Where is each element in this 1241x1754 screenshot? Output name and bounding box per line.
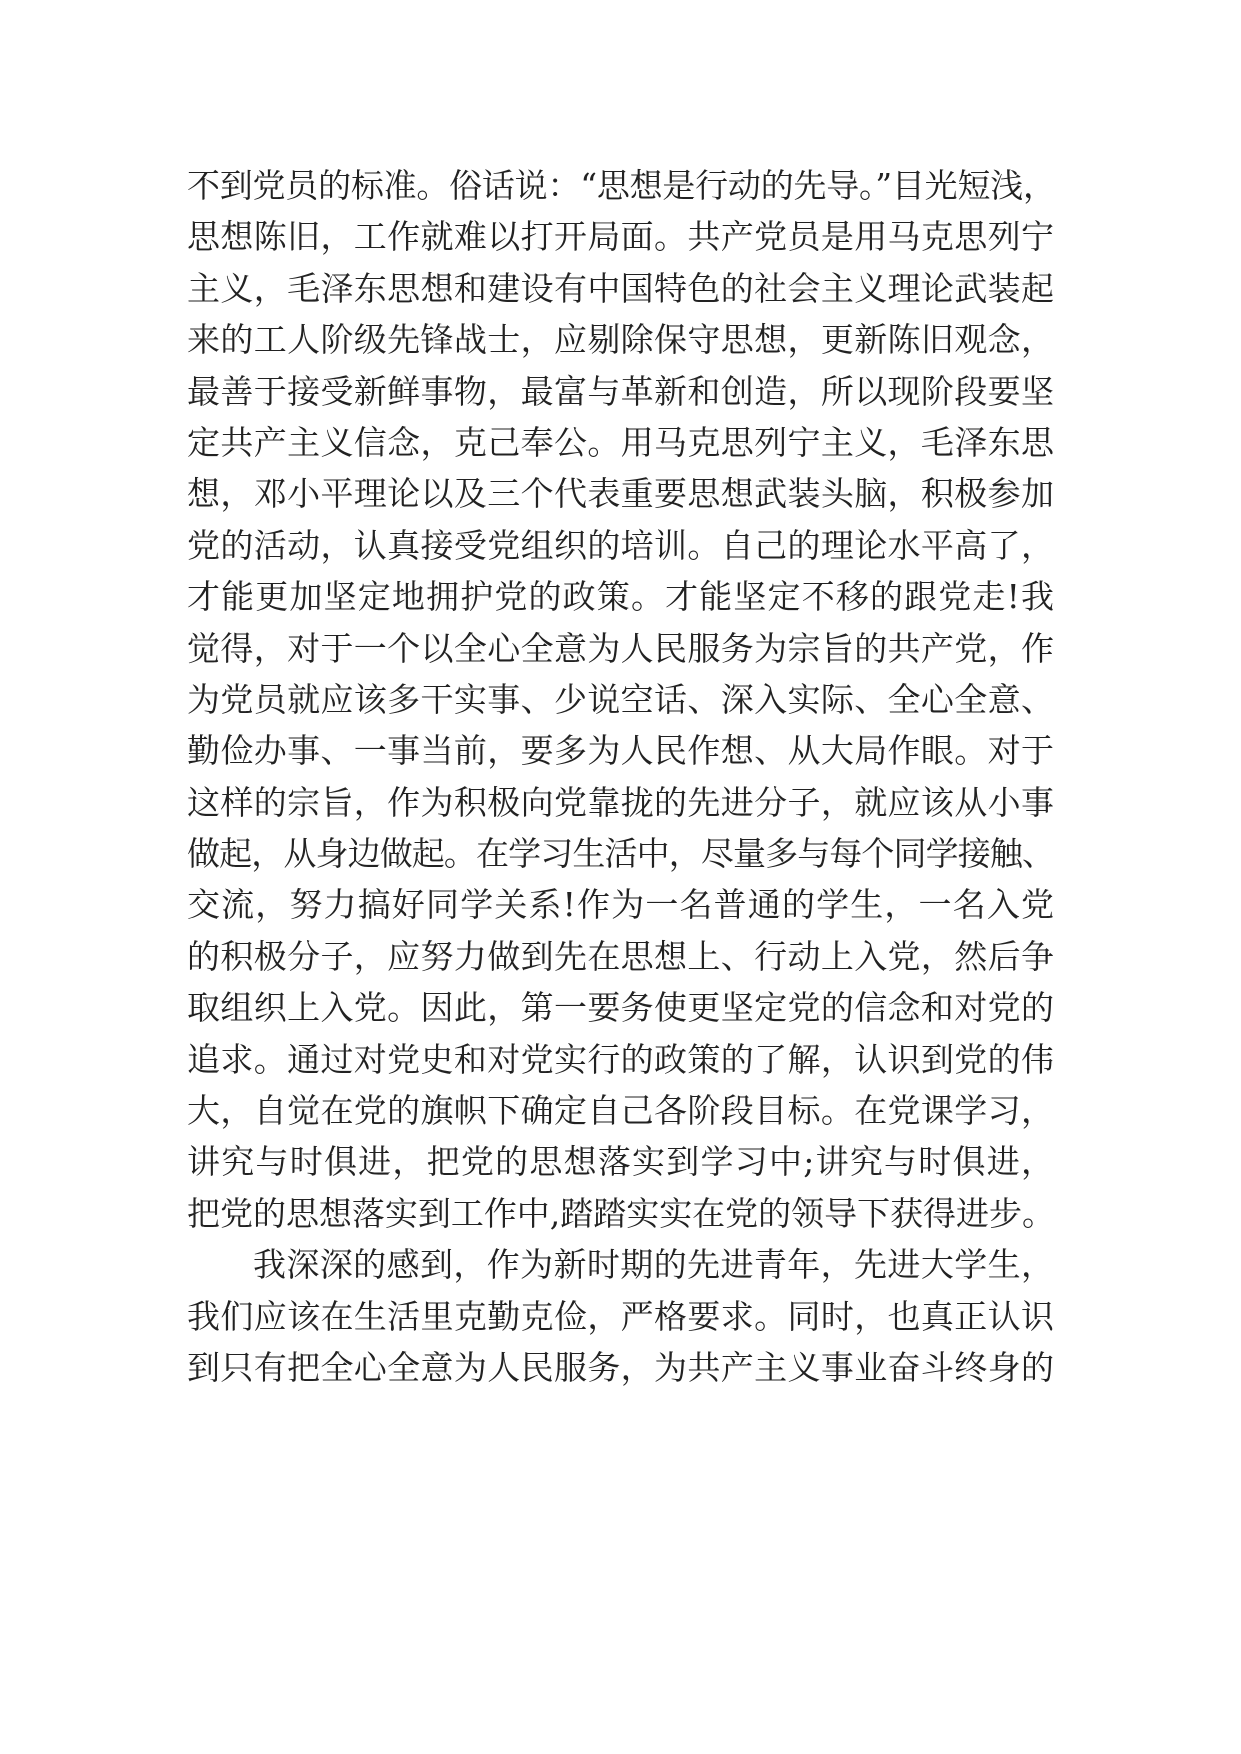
text-line: 到只有把全心全意为人民服务，为共产主义事业奋斗终身的 [187, 1347, 1054, 1387]
body-text [187, 160, 1054, 1393]
text-line: 把党的思想落实到工作中,踏踏实实在党的领导下获得进步。 [187, 1193, 1054, 1233]
text-line: 定共产主义信念，克己奉公。用马克思列宁主义，毛泽东思 [187, 422, 1054, 462]
text-line: 的积极分子，应努力做到先在思想上、行动上入党，然后争 [187, 936, 1054, 976]
text-line: 想，邓小平理论以及三个代表重要思想武装头脑，积极参加 [187, 474, 1054, 514]
text-line: 为党员就应该多干实事、少说空话、深入实际、全心全意、 [187, 679, 1054, 719]
text-line: 才能更加坚定地拥护党的政策。才能坚定不移的跟党走!我 [187, 577, 1054, 617]
text-line: 不到党员的标准。俗话说：“思想是行动的先导。”目光短浅， [187, 166, 1054, 205]
text-line: 勤俭办事、一事当前，要多为人民作想、从大局作眼。对于 [187, 731, 1054, 771]
text-line: 最善于接受新鲜事物，最富与革新和创造，所以现阶段要坚 [187, 371, 1054, 411]
text-line: 我深深的感到，作为新时期的先进青年，先进大学生， [253, 1245, 1054, 1285]
text-line: 思想陈旧，工作就难以打开局面。共产党员是用马克思列宁 [187, 217, 1054, 257]
text-line: 主义，毛泽东思想和建设有中国特色的社会主义理论武装起 [187, 268, 1054, 308]
text-line: 做起，从身边做起。在学习生活中，尽量多与每个同学接触、 [187, 834, 1054, 874]
text-line: 大，自觉在党的旗帜下确定自己各阶段目标。在党课学习， [187, 1091, 1054, 1131]
text-line: 觉得，对于一个以全心全意为人民服务为宗旨的共产党，作 [187, 628, 1054, 668]
text-line: 取组织上入党。因此，第一要务使更坚定党的信念和对党的 [187, 988, 1054, 1028]
text-line: 我们应该在生活里克勤克俭，严格要求。同时，也真正认识 [187, 1296, 1054, 1336]
text-line: 讲究与时俱进，把党的思想落实到学习中;讲究与时俱进， [187, 1142, 1054, 1182]
text-line: 交流，努力搞好同学关系!作为一名普通的学生，一名入党 [187, 885, 1054, 925]
text-line: 这样的宗旨，作为积极向党靠拢的先进分子，就应该从小事 [187, 782, 1054, 822]
text-line: 来的工人阶级先锋战士，应剔除保守思想，更新陈旧观念， [187, 320, 1054, 360]
text-line: 追求。通过对党史和对党实行的政策的了解，认识到党的伟 [187, 1039, 1054, 1079]
text-line: 党的活动，认真接受党组织的培训。自己的理论水平高了， [187, 525, 1054, 565]
paragraph-2 [187, 1239, 1054, 1393]
paragraph-1 [187, 160, 1054, 1239]
